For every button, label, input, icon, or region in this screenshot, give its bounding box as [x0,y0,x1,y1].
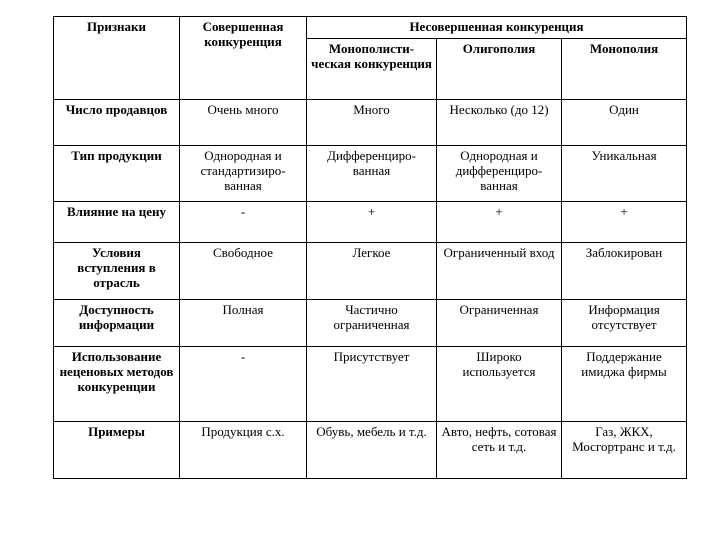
cell-oligopoly: Несколько (до 12) [437,100,562,146]
cell-monopolistic: Обувь, мебель и т.д. [307,422,437,479]
cell-perfect: Полная [180,300,307,347]
cell-monopolistic: Присутствует [307,347,437,422]
competition-table [53,16,687,479]
cell-perfect: Однородная и стандартизиро-ванная [180,146,307,202]
header-perfect: Совершенная конкуренция [180,17,307,100]
header-features: Признаки [54,17,180,100]
cell-monopolistic: Частично ограниченная [307,300,437,347]
cell-oligopoly: Однородная и дифференциро-ванная [437,146,562,202]
cell-oligopoly: Ограниченная [437,300,562,347]
cell-monopoly: + [562,202,687,243]
header-oligopoly: Олигополия [437,39,562,100]
header-monopolistic: Монополисти-ческая конкуренция [307,39,437,100]
cell-monopoly: Уникальная [562,146,687,202]
table-row [54,347,687,422]
cell-monopoly: Заблокирован [562,243,687,300]
cell-monopoly: Поддержание имиджа фирмы [562,347,687,422]
row-label: Условия вступления в отрасль [54,243,180,300]
table-row [54,202,687,243]
table-row [54,100,687,146]
header-row-1 [54,17,687,39]
cell-monopoly: Один [562,100,687,146]
cell-oligopoly: Авто, нефть, сотовая сеть и т.д. [437,422,562,479]
cell-monopoly: Газ, ЖКХ, Мосгортранс и т.д. [562,422,687,479]
cell-perfect: - [180,202,307,243]
row-label: Влияние на цену [54,202,180,243]
cell-monopolistic: Много [307,100,437,146]
header-monopoly: Монополия [562,39,687,100]
row-label: Использование неценовых методов конкуренции [54,347,180,422]
row-label: Примеры [54,422,180,479]
cell-perfect: - [180,347,307,422]
cell-monopolistic: + [307,202,437,243]
cell-monopolistic: Дифференциро-ванная [307,146,437,202]
cell-perfect: Свободное [180,243,307,300]
cell-monopoly: Информация отсутствует [562,300,687,347]
table-row [54,300,687,347]
cell-oligopoly: Широко используется [437,347,562,422]
cell-perfect: Продукция с.х. [180,422,307,479]
row-label: Тип продукции [54,146,180,202]
cell-oligopoly: + [437,202,562,243]
cell-perfect: Очень много [180,100,307,146]
table-row [54,422,687,479]
row-label: Число продавцов [54,100,180,146]
cell-oligopoly: Ограниченный вход [437,243,562,300]
cell-monopolistic: Легкое [307,243,437,300]
header-imperfect: Несовершенная конкуренция [307,17,687,39]
table-row [54,146,687,202]
row-label: Доступность информации [54,300,180,347]
table-row [54,243,687,300]
